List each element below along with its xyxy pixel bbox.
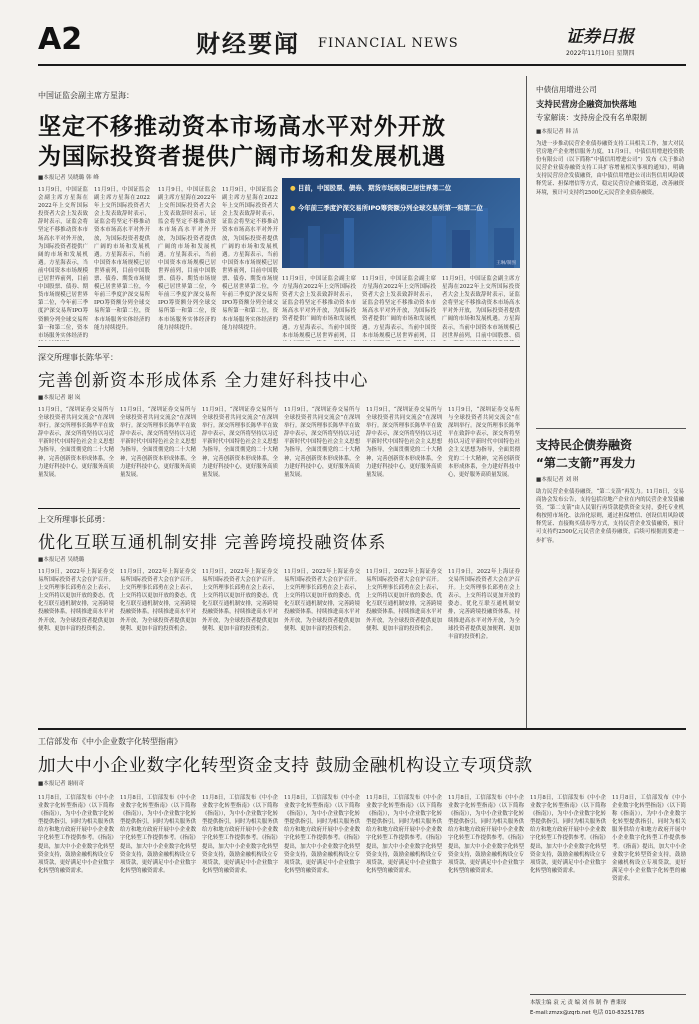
right-mid-rule [536, 428, 686, 429]
bullet-text: 目前，中国股票、债券、期货市场规模已居世界第二位 [297, 184, 452, 192]
lead-body-col-2 [94, 186, 150, 341]
lead-body-col-6 [362, 275, 436, 341]
bottom-body-col-1 [38, 794, 114, 998]
photo-credit: 王琳/制图 [496, 261, 516, 266]
bullet-text: 今年前三季度沪深交易所IPO筹资额分列全球交易所第一和第二位 [297, 204, 483, 212]
bottom-body-text: 11月8日，工信部发布《中小企业数字化转型指南》（以下简称《指南》），为中小企业数字化转型提供指引，同时为相关服务供给方和地方政府开展中小企业数字化转型工作提供参考。《指南》提出，加大中小企业数字化转型资金支持，鼓励金融机构设立专项贷款，更好满足中小企业数字化转型的融资需求。 [612, 795, 686, 882]
lead-body-text: 11月9日，中国证监会副主席方星海在2022年上交所国际投资者大会上发表致辞时表示，证监会将坚定不移推动资本市场高水平对外开放，为国际投资者提供广阔的市场和发展机遇。方星海表示，当前中国资本市场规模已居世界前列，目前中国股票、债券、期货市场规模已居世界第二位，今年前三季度沪深交易所IPO筹资额分列全球交易所第一和第二位，资本市场服务实体经济的能力持续提升。 [222, 187, 278, 331]
bottom-body-col-7 [530, 794, 606, 988]
lead-title-line-1: 坚定不移推动资本市场高水平对外开放 [38, 114, 446, 140]
lead-kicker: 中国证监会副主席方星海： [38, 91, 134, 100]
lead-body-col-7 [442, 275, 520, 341]
column-divider [526, 76, 527, 728]
header-rule [38, 64, 686, 66]
bullet-dot-icon: ● [290, 184, 296, 192]
bottom-body-text: 11月8日，工信部发布《中小企业数字化转型指南》（以下简称《指南》），为中小企业数字化转型提供指引，同时为相关服务供给方和地方政府开展中小企业数字化转型工作提供参考。《指南》提出，加大中小企业数字化转型资金支持，鼓励金融机构设立专项贷款，更好满足中小企业数字化转型的融资需求。 [120, 795, 196, 874]
right-top-kicker: 中债信用增进公司 [536, 85, 597, 94]
szse-body-col-4 [284, 406, 360, 504]
lead-body-text: 11月9日，中国证监会副主席方星海在2022年上交所国际投资者大会上发表致辞时表示，证监会将坚定不移推动资本市场高水平对外开放，为国际投资者提供广阔的市场和发展机遇。方星海表示，当前中国资本市场规模已居世界前列，目前中国股票、债 [442, 276, 520, 339]
szse-kicker: 深交所理事长陈华平： [38, 353, 118, 362]
right-mid-body-text: 助力民营企业债券融资，“第二支箭”再发力。11月8日，交易商协会发布公告，支持包括房地产企业在内的民营企业发债融资。“第二支箭”由人民银行再贷款提供资金支持，委托专业机构按照市场化、法治化原则，通过担保增信、创设信用风险缓释凭证、直接购买债券等方式，支持民营企业发债融资，预计可支持约2500亿元民营企业债券融资，后续可根据需要进一步扩容。 [536, 489, 684, 544]
szse-body-col-1 [38, 406, 114, 504]
bottom-byline: ■本报记者 谢雨奇 [38, 781, 85, 787]
sse-body-col-6 [448, 568, 520, 720]
lead-body-col-4 [222, 186, 278, 341]
szse-body-text: 11月9日，“深圳证券交易所与全球投资者共同交流会”在深圳举行。深交所理事长陈华平在致辞中表示，深交所将坚持以习近平新时代中国特色社会主义思想为指导，全面贯彻党的二十大精神，完善创新资本形成体系，全力建好科技中心，更好服务高质量发展。 [366, 407, 442, 478]
footer-editors: 本版主编 袁 元 责 编 刘 伟 制 作 曹秉琛 [530, 1000, 627, 1006]
sse-body-text: 11月9日，2022年上海证券交易所国际投资者大会在沪召开。上交所理事长邱勇在会上表示，上交所将以更加开放的姿态，优化互联互通机制安排，完善跨境投融资体系，持续推进高水平对外开放，为全球投资者提供更加便利、更加丰富的投资机会。 [284, 569, 360, 632]
bottom-body-text: 11月8日，工信部发布《中小企业数字化转型指南》（以下简称《指南》），为中小企业数字化转型提供指引，同时为相关服务供给方和地方政府开展中小企业数字化转型工作提供参考。《指南》提出，加大中小企业数字化转型资金支持，鼓励金融机构设立专项贷款，更好满足中小企业数字化转型的融资需求。 [530, 795, 606, 874]
sse-section-rule [38, 508, 520, 509]
right-top-body-text: 为进一步推动民营企业债券融资支持工具相关工作，加大对民营房地产企业增信服务力度，11月9日，中债信用增进投资股份有限公司（以下简称“中债信用增进公司”）发布《关于推动民营企业债券融资支持工具扩容增量相关事项的通知》，明确支持民营房企发债融资，由中债信用增进公司出售信用风险缓释凭证、担保增信等方式，稳定民营房企融资渠道，改善融资环境，预计可支持约2500亿元民营企业债券融资。 [536, 141, 684, 196]
sse-body-col-2 [120, 568, 196, 720]
sse-byline: ■本报记者 吴晓璐 [38, 557, 85, 563]
bullet-dot-icon: ● [290, 204, 296, 212]
bottom-title: 加大中小企业数字化转型资金支持 鼓励金融机构设立专项贷款 [38, 756, 533, 776]
szse-body-text: 11月9日，“深圳证券交易所与全球投资者共同交流会”在深圳举行。深交所理事长陈华平在致辞中表示，深交所将坚持以习近平新时代中国特色社会主义思想为指导，全面贯彻党的二十大精神，完善创新资本形成体系，全力建好科技中心，更好服务高质量发展。 [38, 407, 114, 478]
sse-body-col-3 [202, 568, 278, 720]
lead-body-text: 11月9日，中国证监会副主席方星海在2022年上交所国际投资者大会上发表致辞时表示，证监会将坚定不移推动资本市场高水平对外开放，为国际投资者提供广阔的市场和发展机遇。方星海表示，当前中国资本市场规模已居世界前列，目前中国股票、债券、期货市场规模已居世界第二位，今年前三季度沪深交易所IPO筹资额分列全球交易所第一和第二位，资本市场服务实体经济的能力持续提升。 [94, 187, 150, 331]
right-mid-title-line-2: “第二支箭”再发力 [536, 456, 636, 470]
sse-body-text: 11月9日，2022年上海证券交易所国际投资者大会在沪召开。上交所理事长邱勇在会上表示，上交所将以更加开放的姿态，优化互联互通机制安排，完善跨境投融资体系，持续推进高水平对外开放，为全球投资者提供更加便利、更加丰富的投资机会。 [448, 569, 520, 640]
infographic-bullet-2 [290, 204, 512, 213]
szse-body-col-5 [366, 406, 442, 504]
bottom-body-col-5 [366, 794, 442, 998]
lead-body-col-5 [282, 275, 356, 341]
sse-kicker: 上交所理事长邱勇： [38, 515, 110, 524]
sse-title: 优化互联互通机制安排 完善跨境投融资体系 [38, 533, 387, 553]
bottom-body-col-3 [202, 794, 278, 998]
bottom-body-col-2 [120, 794, 196, 998]
sse-body-col-4 [284, 568, 360, 720]
section-english: FINANCIAL NEWS [318, 36, 459, 51]
szse-title: 完善创新资本形成体系 全力建好科技中心 [38, 371, 369, 391]
bottom-body-col-8 [612, 794, 686, 988]
bottom-body-text: 11月8日，工信部发布《中小企业数字化转型指南》（以下简称《指南》），为中小企业数字化转型提供指引，同时为相关服务供给方和地方政府开展中小企业数字化转型工作提供参考。《指南》提出，加大中小企业数字化转型资金支持，鼓励金融机构设立专项贷款，更好满足中小企业数字化转型的融资需求。 [202, 795, 278, 874]
right-top-body [536, 140, 684, 424]
lead-body-text: 11月9日，中国证监会副主席方星海在2022年上交所国际投资者大会上发表致辞时表示，证监会将坚定不移推动资本市场高水平对外开放，为国际投资者提供广阔的市场和发展机遇。方星海表示，当前中国资本市场规模已居世界前列，目 [282, 276, 356, 339]
sse-body-col-1 [38, 568, 114, 720]
szse-body-text: 11月9日，“深圳证券交易所与全球投资者共同交流会”在深圳举行。深交所理事长陈华平在致辞中表示，深交所将坚持以习近平新时代中国特色社会主义思想为指导，全面贯彻党的二十大精神，完善创新资本形成体系，全力建好科技中心，更好服务高质量发展。 [202, 407, 278, 478]
paper-logo: 证券日报 [566, 27, 634, 47]
lead-byline: ■本报记者 吴晓璐 韩 峰 [38, 175, 99, 181]
sse-body-text: 11月9日，2022年上海证券交易所国际投资者大会在沪召开。上交所理事长邱勇在会上表示，上交所将以更加开放的姿态，优化互联互通机制安排，完善跨境投融资体系，持续推进高水平对外开放，为全球投资者提供更加便利、更加丰富的投资机会。 [120, 569, 196, 632]
lead-body-col-1 [38, 186, 88, 341]
lead-infographic [282, 178, 520, 268]
masthead [0, 0, 699, 70]
sse-body-text: 11月9日，2022年上海证券交易所国际投资者大会在沪召开。上交所理事长邱勇在会上表示，上交所将以更加开放的姿态，优化互联互通机制安排，完善跨境投融资体系，持续推进高水平对外开放，为全球投资者提供更加便利、更加丰富的投资机会。 [38, 569, 114, 632]
bottom-body-col-4 [284, 794, 360, 998]
right-top-byline: ■本报记者 韩 洁 [536, 129, 579, 135]
bottom-section-rule [38, 728, 686, 730]
sse-body-col-5 [366, 568, 442, 720]
szse-body-col-6 [448, 406, 520, 504]
szse-body-text: 11月9日，“深圳证券交易所与全球投资者共同交流会”在深圳举行。深交所理事长陈华平在致辞中表示，深交所将坚持以习近平新时代中国特色社会主义思想为指导，全面贯彻党的二十大精神，完善创新资本形成体系，全力建好科技中心，更好服务高质量发展。 [284, 407, 360, 478]
lead-body-col-3 [158, 186, 216, 341]
bottom-body-text: 11月8日，工信部发布《中小企业数字化转型指南》（以下简称《指南》），为中小企业数字化转型提供指引，同时为相关服务供给方和地方政府开展中小企业数字化转型工作提供参考。《指南》提出，加大中小企业数字化转型资金支持，鼓励金融机构设立专项贷款，更好满足中小企业数字化转型的融资需求。 [448, 795, 524, 874]
sse-body-text: 11月9日，2022年上海证券交易所国际投资者大会在沪召开。上交所理事长邱勇在会上表示，上交所将以更加开放的姿态，优化互联互通机制安排，完善跨境投融资体系，持续推进高水平对外开放，为全球投资者提供更加便利、更加丰富的投资机会。 [202, 569, 278, 632]
lead-body-text: 11月9日，中国证监会副主席方星海在2022年上交所国际投资者大会上发表致辞时表示，证监会将坚定不移推动资本市场高水平对外开放，为国际投资者提供广阔的市场和发展机遇。方星海表示，当前中国资本市场规模已居世界前列，目前中国股票、债券、期货市场规模已居世界第二位，今年前三季度沪深交易所IPO筹资额分列全球交易所第一和第二位，资本市场服务实体经济的能力持续提升。 [158, 187, 216, 331]
szse-byline: ■本报记者 谢 岚 [38, 395, 81, 401]
szse-body-text: 11月9日，“深圳证券交易所与全球投资者共同交流会”在深圳举行。深交所理事长陈华平在致辞中表示，深交所将坚持以习近平新时代中国特色社会主义思想为指导，全面贯彻党的二十大精神，完善创新资本形成体系，全力建好科技中心，更好服务高质量发展。 [448, 407, 520, 478]
right-top-title-line-2: 专家解读：支持房企没有名单限制 [536, 113, 647, 122]
section-title: 财经要闻 [196, 30, 300, 58]
szse-body-col-2 [120, 406, 196, 504]
mid-section-rule [38, 346, 520, 347]
sse-body-text: 11月9日，2022年上海证券交易所国际投资者大会在沪召开。上交所理事长邱勇在会上表示，上交所将以更加开放的姿态，优化互联互通机制安排，完善跨境投融资体系，持续推进高水平对外开放，为全球投资者提供更加便利、更加丰富的投资机会。 [366, 569, 442, 632]
right-top-title-line-1: 支持民营房企融资加快落地 [536, 99, 637, 109]
footer-rule [530, 994, 686, 995]
infographic-bullet-1 [290, 184, 512, 193]
lead-body-text: 11月9日，中国证监会副主席方星海在2022年上交所国际投资者大会上发表致辞时表示，证监会将坚定不移推动资本市场高水平对外开放，为国际投资者提供广阔的市场和发展机遇。方星海表示，当前中国资本市场规模已居世界前列，目前中国股票、债券、期货市场规模已居世界第二位，今年前三季度沪深交易所IPO筹资额分列全球交易所第一和第二位，资本市场服务实体经济的 [38, 187, 88, 339]
footer-contact: E-mail:zmzx@zqrb.net 电话 010-83251785 [530, 1010, 645, 1016]
lead-title-line-2: 为国际投资者提供广阔市场和发展机遇 [38, 144, 446, 170]
lead-body-text: 11月9日，中国证监会副主席方星海在2022年上交所国际投资者大会上发表致辞时表示，证监会将坚定不移推动资本市场高水平对外开放，为国际投资者提供广阔的市场和发展机遇。方星海表示，当前中国资本市场规模已居世界前列，目 [362, 276, 436, 339]
szse-body-text: 11月9日，“深圳证券交易所与全球投资者共同交流会”在深圳举行。深交所理事长陈华平在致辞中表示，深交所将坚持以习近平新时代中国特色社会主义思想为指导，全面贯彻党的二十大精神，完善创新资本形成体系，全力建好科技中心，更好服务高质量发展。 [120, 407, 196, 478]
bottom-body-text: 11月8日，工信部发布《中小企业数字化转型指南》（以下简称《指南》），为中小企业数字化转型提供指引，同时为相关服务供给方和地方政府开展中小企业数字化转型工作提供参考。《指南》提出，加大中小企业数字化转型资金支持，鼓励金融机构设立专项贷款，更好满足中小企业数字化转型的融资需求。 [284, 795, 360, 874]
right-mid-title-line-1: 支持民企债券融资 [536, 438, 633, 452]
bottom-kicker: 工信部发布《中小企业数字化转型指南》 [38, 737, 182, 746]
bottom-body-col-6 [448, 794, 524, 998]
bottom-body-text: 11月8日，工信部发布《中小企业数字化转型指南》（以下简称《指南》），为中小企业数字化转型提供指引，同时为相关服务供给方和地方政府开展中小企业数字化转型工作提供参考。《指南》提出，加大中小企业数字化转型资金支持，鼓励金融机构设立专项贷款，更好满足中小企业数字化转型的融资需求。 [366, 795, 442, 874]
right-mid-byline: ■本报记者 刘 琪 [536, 477, 579, 483]
right-mid-body [536, 488, 684, 724]
bottom-body-text: 11月8日，工信部发布《中小企业数字化转型指南》（以下简称《指南》），为中小企业数字化转型提供指引，同时为相关服务供给方和地方政府开展中小企业数字化转型工作提供参考。《指南》提出，加大中小企业数字化转型资金支持，鼓励金融机构设立专项贷款，更好满足中小企业数字化转型的融资需求。 [38, 795, 114, 874]
issue-date: 2022年11月10日 星期四 [566, 50, 635, 57]
page-code: A2 [38, 22, 83, 57]
szse-body-col-3 [202, 406, 278, 504]
